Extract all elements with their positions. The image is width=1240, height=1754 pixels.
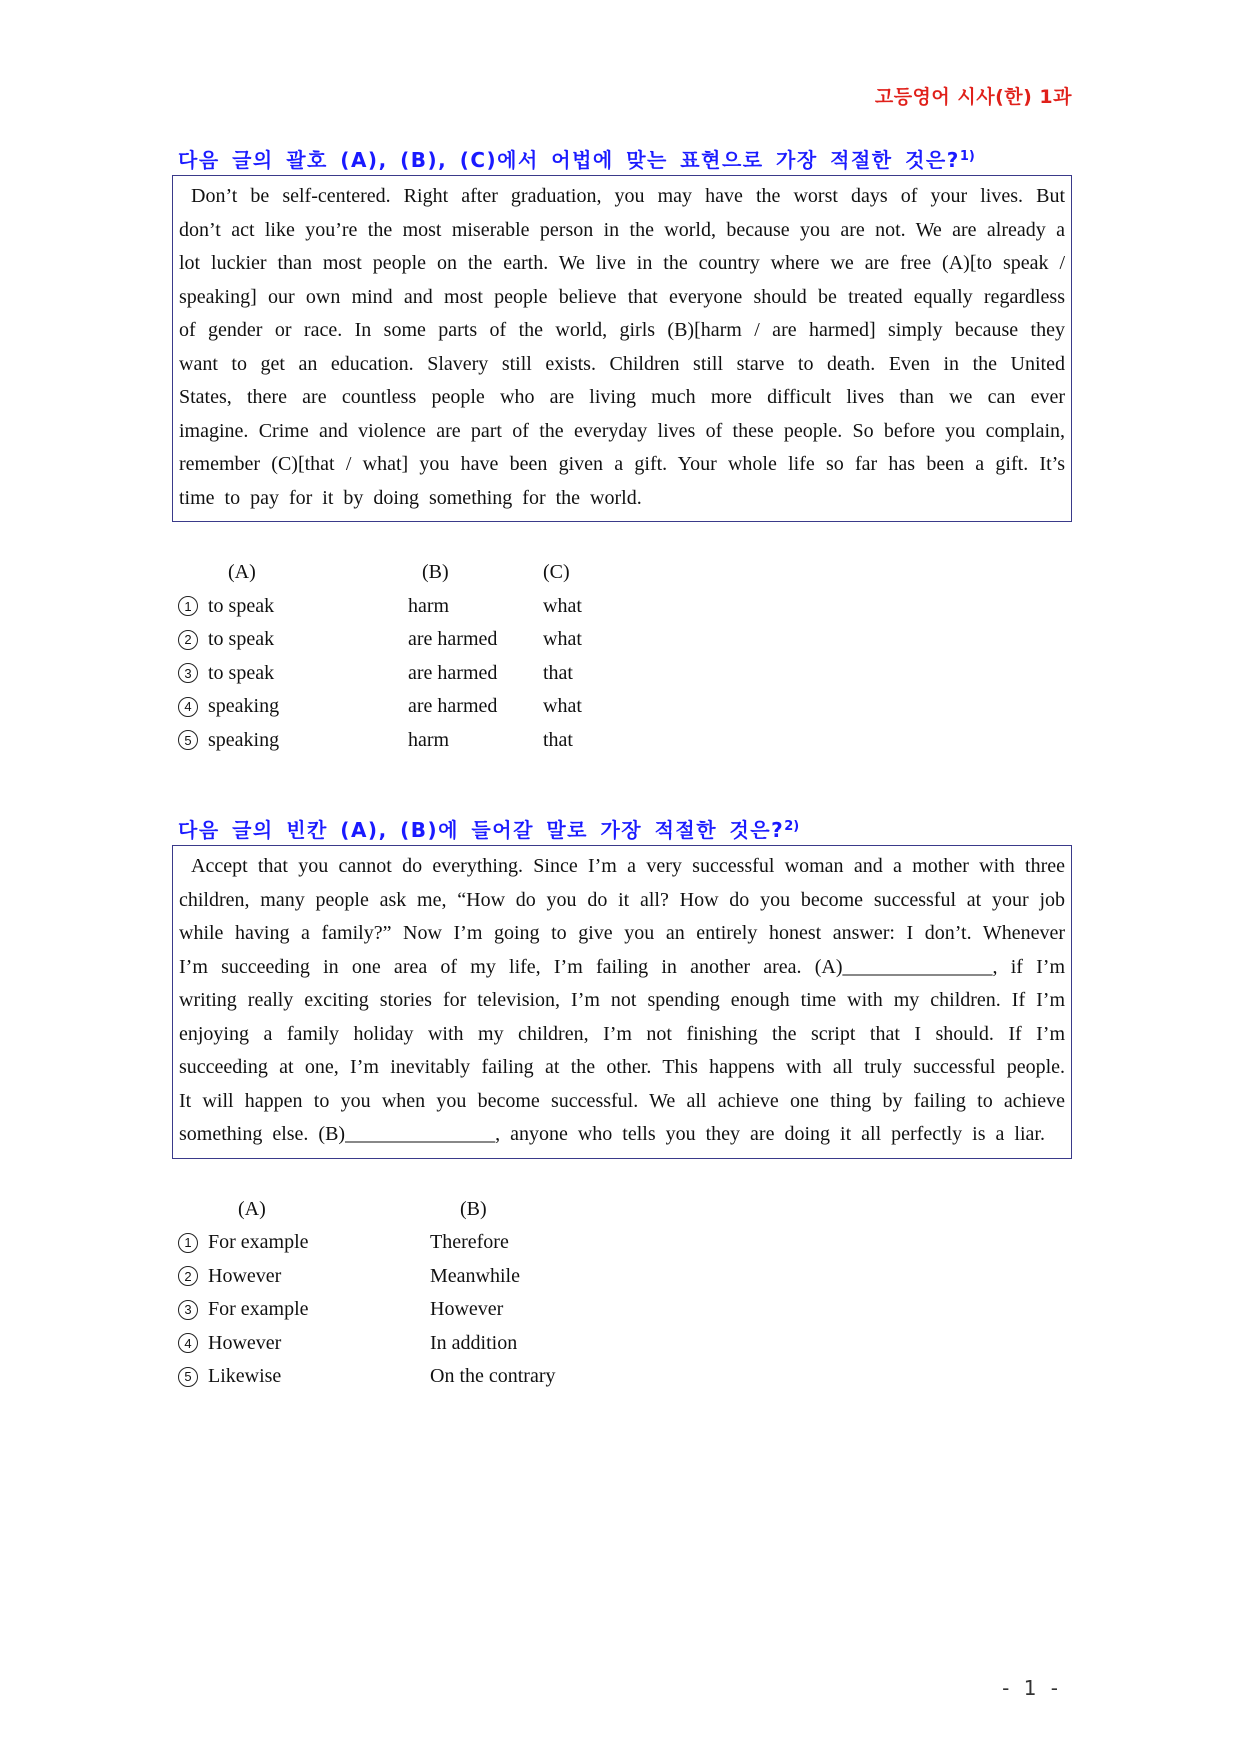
choice-a-value: For example xyxy=(208,1298,309,1320)
choice-a-value: to speak xyxy=(208,661,275,684)
page-number: - 1 - xyxy=(1002,1676,1062,1700)
choice-b-value: In addition xyxy=(430,1331,518,1354)
column-header-b: (B) xyxy=(460,1197,487,1220)
choice-b-value: are harmed xyxy=(408,695,498,717)
question-2-footnote: 2) xyxy=(784,819,800,834)
choice-number-circle: 5 xyxy=(178,1367,198,1387)
choice-row-2[interactable] xyxy=(178,623,1072,657)
choice-c-value: that xyxy=(543,728,573,751)
choice-row-2[interactable] xyxy=(178,1260,1072,1294)
choice-row-3[interactable] xyxy=(178,1293,1072,1327)
choice-b-value: On the contrary xyxy=(430,1365,556,1387)
question-2-title-text: 다음 글의 빈칸 (A), (B)에 들어갈 말로 가장 적절한 것은? xyxy=(178,818,785,842)
question-1-title-text: 다음 글의 괄호 (A), (B), (C)에서 어법에 맞는 표현으로 가장 적절한 것은? xyxy=(178,148,960,172)
choice-number-circle: 2 xyxy=(178,1266,198,1286)
question-2-passage-box xyxy=(172,845,1072,1159)
choice-row-5[interactable] xyxy=(178,724,1072,758)
choice-a-value: to speak xyxy=(208,594,275,617)
question-2-choices xyxy=(178,1193,1072,1394)
choice-row-3[interactable] xyxy=(178,657,1072,691)
choice-a-value: speaking xyxy=(208,695,280,717)
choice-b-value: However xyxy=(430,1298,504,1320)
choice-b-value: Meanwhile xyxy=(430,1264,520,1287)
choice-number-circle: 2 xyxy=(178,630,198,650)
question-1-passage-box xyxy=(172,175,1072,522)
question-1-footnote: 1) xyxy=(959,149,975,164)
choice-a-value: For example xyxy=(208,1231,309,1253)
choice-row-4[interactable] xyxy=(178,1327,1072,1361)
choice-number-circle: 4 xyxy=(178,697,198,717)
choice-row-5[interactable] xyxy=(178,1360,1072,1394)
choice-row-4[interactable] xyxy=(178,690,1072,724)
choice-c-value: what xyxy=(543,594,582,617)
question-2-title xyxy=(178,814,1072,843)
choices-header-row xyxy=(178,556,1072,590)
choice-row-1[interactable] xyxy=(178,1226,1072,1260)
column-header-a: (A) xyxy=(228,561,256,583)
question-1-choices xyxy=(178,556,1072,757)
column-header-a: (A) xyxy=(238,1197,266,1220)
choice-number-circle: 1 xyxy=(178,1233,198,1253)
choice-b-value: Therefore xyxy=(430,1231,509,1253)
choice-b-value: harm xyxy=(408,728,450,751)
document-header-tag: 고등영어 시사(한) 1과 xyxy=(874,86,1072,108)
choice-b-value: are harmed xyxy=(408,661,498,684)
choice-number-circle: 4 xyxy=(178,1333,198,1353)
choice-a-value: Likewise xyxy=(208,1365,282,1387)
question-2 xyxy=(172,814,1072,1394)
choice-number-circle: 5 xyxy=(178,730,198,750)
question-2-passage-text: Accept that you cannot do everything. Since I’m a very successful woman and a mother with three children, many people ask me, “How do you do it all? How do you become successful at your job while having a family?” Now I’m going to give you an entirely honest answer: I don’t. Whenever I’m succeeding in one area of my life, I’m failing in another area. (A)_______________, if I’m writing really exciting stories for television, I’m not spending enough time with my children. If I’m enjoying a family holiday with my children, I’m not finishing the script that I should. If I’m succeeding at one, I’m inevitably failing at the other. This happens with all truly successful people. It will happen to you when you become successful. We all achieve one thing by failing to achieve something else. (B)_______________, anyone who tells you they are doing it all perfectly is a liar. xyxy=(179,855,1065,1145)
choice-b-value: harm xyxy=(408,594,450,617)
choice-a-value: However xyxy=(208,1264,282,1287)
choice-a-value: However xyxy=(208,1331,282,1354)
choice-a-value: to speak xyxy=(208,628,275,650)
choice-c-value: that xyxy=(543,661,573,684)
choice-c-value: what xyxy=(543,695,582,717)
question-1-title xyxy=(178,144,1072,173)
question-1-passage-text: Don’t be self-centered. Right after graduation, you may have the worst days of your lives. But don’t act like you’re the most miserable person in the world, because you are not. We are already a lot luckier than most people on the earth. We live in the country where we are free (A)[to speak / speaking] our own mind and most people believe that everyone should be treated equally regardless of gender or race. In some parts of the world, girls (B)[harm / are harmed] simply because they want to get an education. Slavery still exists. Children still starve to death. Even in the United States, there are countless people who are living much more difficult lives than we can ever imagine. Crime and violence are part of the everyday lives of these people. So before you complain, remember (C)[that / what] you have been given a gift. Your whole life so far has been a gift. It’s time to pay for it by doing something for the world. xyxy=(179,185,1065,509)
choice-number-circle: 3 xyxy=(178,663,198,683)
column-header-c: (C) xyxy=(543,561,570,583)
choice-row-1[interactable] xyxy=(178,590,1072,624)
question-1 xyxy=(172,144,1072,757)
choice-c-value: what xyxy=(543,628,582,650)
column-header-b: (B) xyxy=(422,561,449,583)
choice-b-value: are harmed xyxy=(408,628,498,650)
choices-header-row xyxy=(178,1193,1072,1227)
choice-number-circle: 1 xyxy=(178,596,198,616)
choice-a-value: speaking xyxy=(208,728,280,751)
choice-number-circle: 3 xyxy=(178,1300,198,1320)
